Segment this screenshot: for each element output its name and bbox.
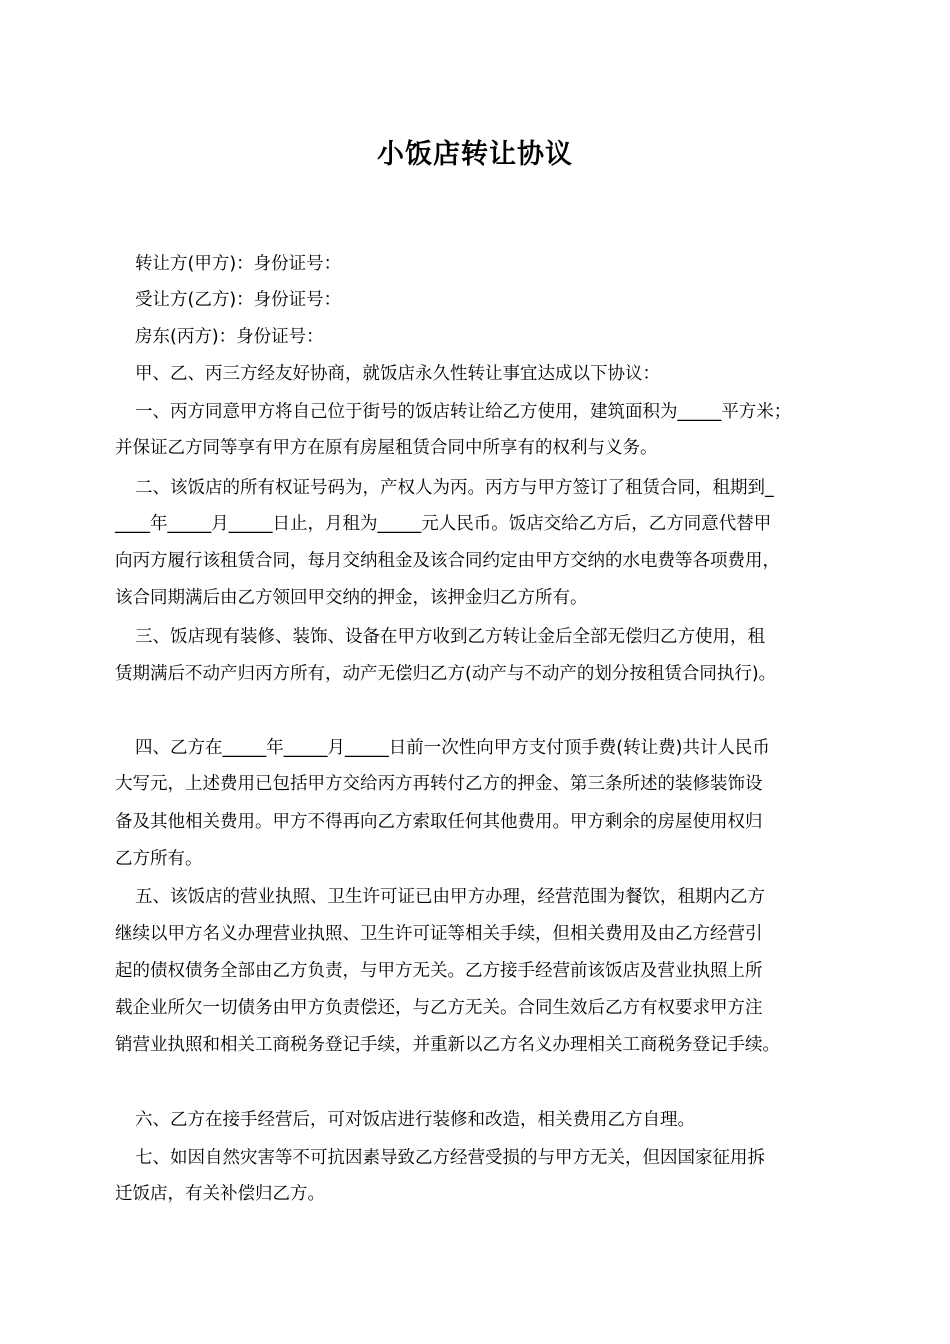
clause-1-line-2: 并保证乙方同等享有甲方在原有房屋租赁合同中所享有的权利与义务。 [115,438,658,458]
clause-7-line-1: 七、如因自然灾害等不可抗因素导致乙方经营受损的与甲方无关，但因国家征用拆 [135,1148,765,1168]
clause-5-line-5: 销营业执照和相关工商税务登记手续，并重新以乙方名义办理相关工商税务登记手续。 [115,1035,780,1055]
clause-4-line-1: 四、乙方在_____年_____月_____日前一次性向甲方支付顶手费(转让费)共计人民币 [135,738,770,758]
clause-3-line-1: 三、饭店现有装修、装饰、设备在甲方收到乙方转让金后全部无偿归乙方使用，租 [135,627,765,647]
party-b-line: 受让方(乙方)：身份证号： [135,290,342,310]
clause-5-line-4: 载企业所欠一切债务由甲方负责偿还，与乙方无关。合同生效后乙方有权要求甲方注 [115,998,763,1018]
clause-2-line-4: 该合同期满后由乙方领回甲交纳的押金，该押金归乙方所有。 [115,588,588,608]
clause-1-line-1: 一、丙方同意甲方将自己位于街号的饭店转让给乙方使用，建筑面积为_____平方米； [135,402,792,422]
clause-2-line-1: 二、该饭店的所有权证号码为，产权人为丙。丙方与甲方签订了租赁合同，租期到_ [135,478,774,498]
clause-2-line-2: ____年_____月_____日止，月租为_____元人民币。饭店交给乙方后，乙方同意代替甲 [115,514,772,534]
document-title: 小饭店转让协议 [377,139,573,170]
party-a-line: 转让方(甲方)：身份证号： [135,254,342,274]
clause-4-line-2: 大写元，上述费用已包括甲方交给丙方再转付乙方的押金、第三条所述的装修装饰设 [115,774,763,794]
party-c-line: 房东(丙方)：身份证号： [135,327,324,347]
clause-5-line-3: 起的债权债务全部由乙方负责，与甲方无关。乙方接手经营前该饭店及营业执照上所 [115,961,763,981]
clause-6-line-1: 六、乙方在接手经营后，可对饭店进行装修和改造，相关费用乙方自理。 [135,1110,695,1130]
clause-5-line-2: 继续以甲方名义办理营业执照、卫生许可证等相关手续，但相关费用及由乙方经营引 [115,924,763,944]
clause-5-line-1: 五、该饭店的营业执照、卫生许可证已由甲方办理，经营范围为餐饮，租期内乙方 [135,887,765,907]
preamble-line: 甲、乙、丙三方经友好协商，就饭店永久性转让事宜达成以下协议： [135,364,660,384]
clause-7-line-2: 迁饭店，有关补偿归乙方。 [115,1184,325,1204]
clause-2-line-3: 向丙方履行该租赁合同，每月交纳租金及该合同约定由甲方交纳的水电费等各项费用， [115,551,780,571]
clause-4-line-3: 备及其他相关费用。甲方不得再向乙方索取任何其他费用。甲方剩余的房屋使用权归 [115,812,763,832]
clause-4-line-4: 乙方所有。 [115,849,203,869]
clause-3-line-2: 赁期满后不动产归丙方所有，动产无偿归乙方(动产与不动产的划分按租赁合同执行)。 [115,664,777,684]
